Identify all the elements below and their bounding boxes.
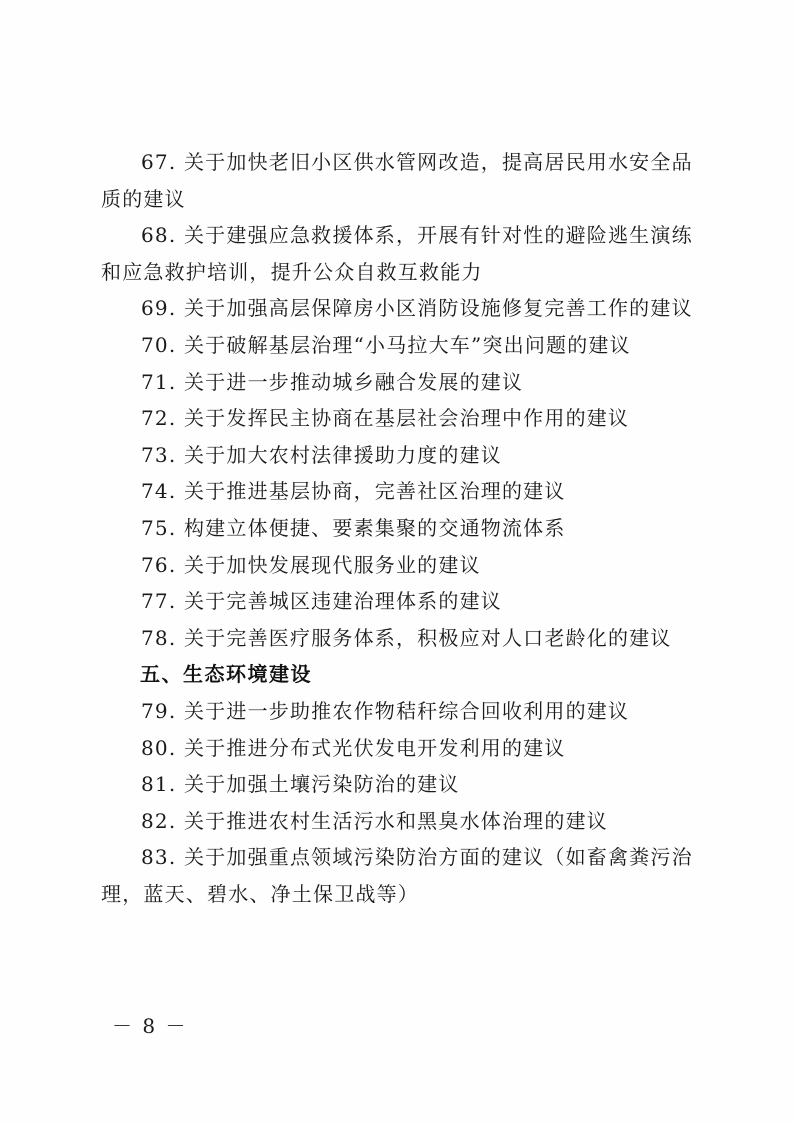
item-text: 68. 关于建强应急救援体系，开展有针对性的避险逃生演练 — [141, 223, 693, 248]
item-text-continued: 和应急救护培训，提升公众自救互救能力 — [101, 259, 483, 284]
list-item-75: 75. 构建立体便捷、要素集聚的交通物流体系 — [141, 515, 566, 540]
proposal-list — [101, 144, 701, 912]
list-item-72: 72. 关于发挥民主协商在基层社会治理中作用的建议 — [141, 406, 630, 431]
list-item-68 — [101, 217, 701, 290]
item-text: 83. 关于加强重点领域污染防治方面的建议（如畜禽粪污治 — [141, 845, 693, 870]
section-heading: 五、生态环境建设 — [140, 662, 312, 687]
list-item-69: 69. 关于加强高层保障房小区消防设施修复完善工作的建议 — [141, 296, 693, 321]
list-item-81: 81. 关于加强土壤污染防治的建议 — [141, 772, 460, 797]
item-text: 67. 关于加快老旧小区供水管网改造，提高居民用水安全品 — [141, 150, 693, 174]
page-number: － 8 － — [112, 1014, 188, 1038]
list-item-70: 70. 关于破解基层治理“小马拉大车”突出问题的建议 — [141, 332, 631, 357]
item-text-continued: 质的建议 — [101, 186, 186, 211]
list-item-76: 76. 关于加快发展现代服务业的建议 — [141, 552, 481, 577]
list-item-67 — [101, 144, 701, 217]
list-item-74: 74. 关于推进基层协商，完善社区治理的建议 — [141, 479, 566, 504]
list-item-77: 77. 关于完善城区违建治理体系的建议 — [141, 589, 502, 614]
list-item-82: 82. 关于推进农村生活污水和黑臭水体治理的建议 — [141, 808, 608, 833]
list-item-83 — [101, 839, 701, 912]
list-item-79: 79. 关于进一步助推农作物秸秆综合回收利用的建议 — [141, 698, 630, 723]
list-item-80: 80. 关于推进分布式光伏发电开发利用的建议 — [141, 735, 566, 760]
list-item-71: 71. 关于进一步推动城乡融合发展的建议 — [141, 369, 524, 394]
list-item-73: 73. 关于加大农村法律援助力度的建议 — [141, 442, 502, 467]
list-item-78: 78. 关于完善医疗服务体系，积极应对人口老龄化的建议 — [141, 625, 672, 650]
item-text-continued: 理，蓝天、碧水、净土保卫战等） — [101, 881, 419, 906]
